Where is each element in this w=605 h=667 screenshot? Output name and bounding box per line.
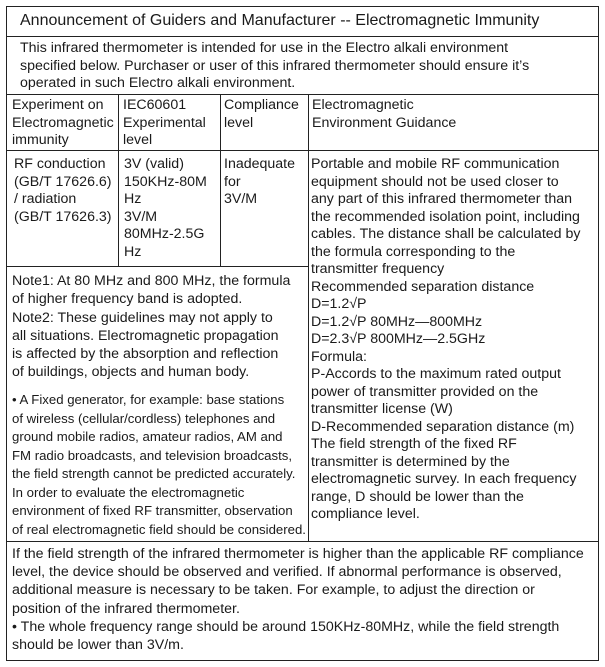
fixed-generator-text: • A Fixed generator, for example: base stations of wireless (cellular/cordless) telephones and ground mobile radios, amateur radios, AM and FM radio broadcasts, and television broadcasts, the field strength cannot be predicted accurately. In order to evaluate the electromagnetic environment of fixed RF transmitter, observation of real electromagnetic field should be considered.: [12, 392, 306, 537]
header-compliance: Compliance level: [224, 97, 299, 131]
rule-under-title: [6, 36, 599, 37]
header-experiment: Experiment on Electromagnetic immunity: [12, 97, 114, 148]
header-guidance: Electromagnetic Environment Guidance: [312, 97, 457, 131]
page-title: Announcement of Guiders and Manufacturer -- Electromagnetic Immunity: [20, 12, 540, 29]
rule-under-headers: [6, 150, 599, 151]
notes-text: Note1: At 80 MHz and 800 MHz, the formula of higher frequency band is adopted. Note2: These guidelines may not apply to all situations. Electromagnetic propagation is affected by the absorption and reflection of buildings, objects and human body.: [12, 273, 291, 381]
col-divider-3: [308, 94, 309, 541]
rule-above-footer: [6, 541, 599, 542]
rule-under-intro: [6, 94, 599, 95]
cell-iec-level: 3V (valid) 150KHz-80M Hz 3V/M 80MHz-2.5G Hz: [124, 156, 207, 260]
col-divider-2: [220, 94, 221, 266]
cell-compliance: Inadequate for 3V/M: [224, 156, 296, 207]
rule-under-row: [6, 266, 308, 267]
cell-guidance: Portable and mobile RF communication equipment should not be used closer to any part of this infrared thermometer than the recommended isolation point, including cables. The distance shall be calculated by the formula corresponding to the transmitter frequency Recommended separation distance D=1.2√P D=1.2√P 80MHz—800MHz D=2.3√P 800MHz—2.5GHz Formula: P-Accords to the maximum rated output power of transmitter provided on the transmitter license (W) D-Recommended separation distance (m) The field strength of the fixed RF transmitter is determined by the electromagnetic survey. In each frequency range, D should be lower than the compliance level.: [311, 156, 581, 522]
cell-experiment: RF conduction (GB/T 17626.6) / radiation (GB/T 17626.3): [14, 156, 112, 225]
header-iec-level: IEC60601 Experimental level: [123, 97, 206, 148]
intro-text: This infrared thermometer is intended for use in the Electro alkali environment specified below. Purchaser or user of this infrared thermometer should ensure it’s operated in such Electro alkali environment.: [20, 40, 530, 91]
footer-text: If the field strength of the infrared thermometer is higher than the applicable RF compliance level, the device should be observed and verified. If abnormal performance is observed, additional measure is necessary to be taken. For example, to adjust the direction or position of the infrared thermometer. • The whole frequency range should be around 150KHz-80MHz, while the field strength should be lower than 3V/m.: [12, 546, 584, 654]
